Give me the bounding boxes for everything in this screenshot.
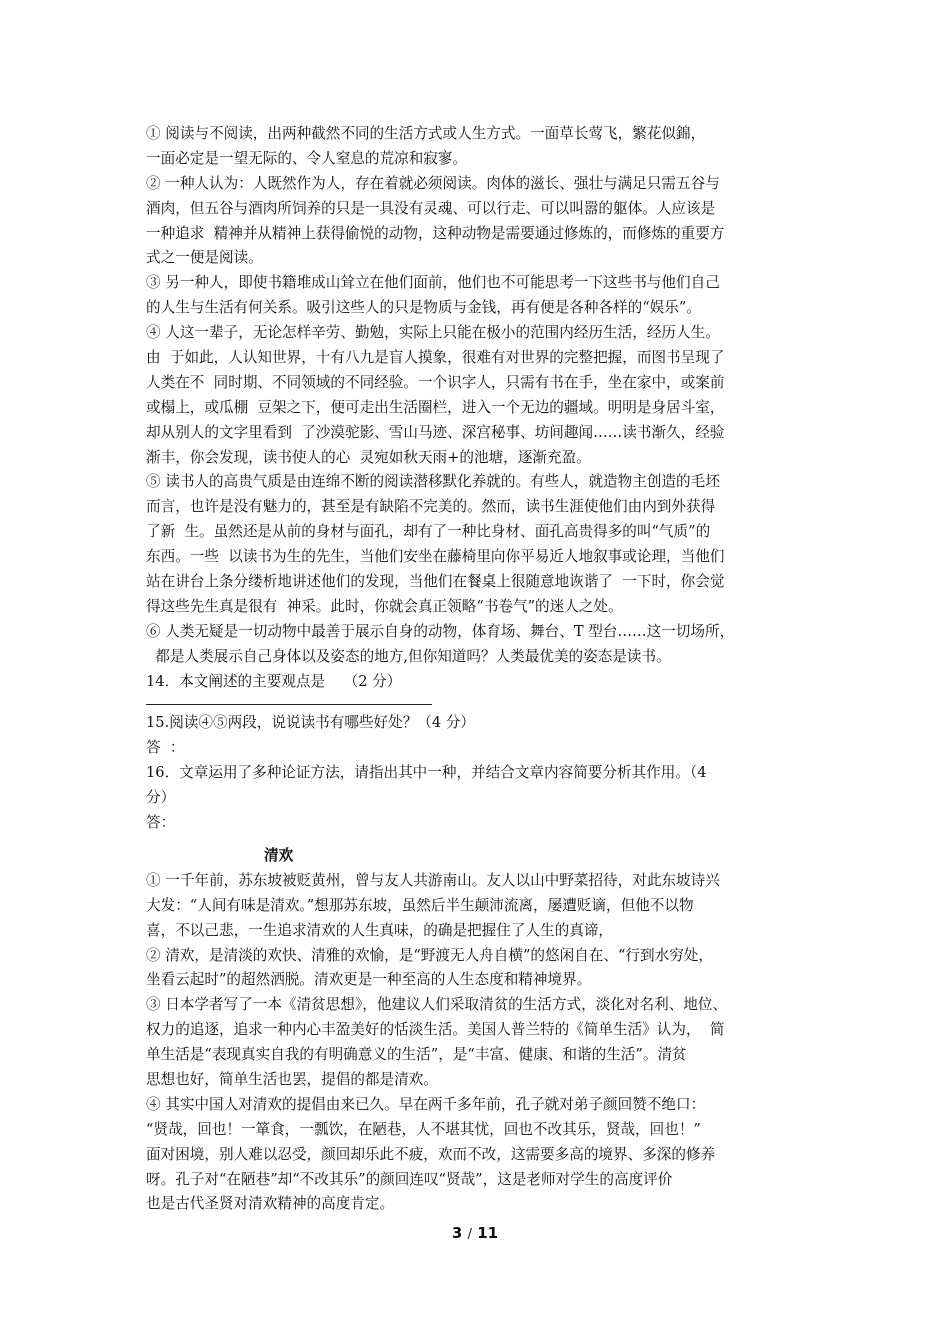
- passage-line: 人类在不 同时期、不同领域的不同经验。一个识字人，只需有书在手，坐在家中，或案前: [146, 373, 725, 391]
- passage-line: 却从别人的文字里看到 了沙漠驼影、雪山马迹、深宫秘事、坊间趣闻……读书渐久，经验: [146, 423, 725, 441]
- passage-line: 喜，不以己悲，一生追求清欢的人生真味，的确是把握住了人生的真谛，: [146, 921, 614, 939]
- passage-line: “贤哉，回也！一箪食，一瓢饮，在陋巷，人不堪其忧，回也不改其乐，贤哉，回也！”: [146, 1120, 701, 1138]
- passage-line: 权力的追逐，追求一种内心丰盈美好的恬淡生活。美国人普兰特的《简单生活》认为， 简: [146, 1021, 725, 1039]
- question-15: 15.阅读④⑤两段，说说读书有哪些好处？（4 分）: [146, 714, 476, 732]
- passage-title: 清欢: [264, 846, 294, 864]
- passage-line: 的人生与生活有何关系。吸引这些人的只是物质与金钱，再有便是各种各样的“娱乐”。: [146, 299, 701, 317]
- passage-line: 渐丰，你会发现，读书使人的心 灵宛如秋天雨+的池塘，逐渐充盈。: [146, 448, 591, 466]
- passage-line: 一面必定是一望无际的、令人窒息的荒凉和寂寥。: [146, 149, 468, 167]
- passage-line: ② 清欢，是清淡的欢快、清雅的欢愉，是“野渡无人舟自横”的悠闲自在、“行到水穷处，: [146, 946, 713, 964]
- page-total: 11: [477, 1224, 499, 1242]
- passage-line: 酒肉，但五谷与酒肉所饲养的只是一具没有灵魂、可以行走、可以叫嚣的躯体。人应该是: [146, 199, 716, 217]
- passage-line: ① 阅读与不阅读，出两种截然不同的生活方式或人生方式。一面草长莺飞，繁花似錦，: [146, 125, 706, 142]
- page-number: [0, 1224, 950, 1242]
- page-separator: /: [467, 1227, 472, 1242]
- passage-line: ② 一种人认为：人既然作为人，存在着就必须阅读。肉体的滋长、强壮与满足只需五谷与: [146, 174, 720, 192]
- passage-line: 也是古代圣贤对清欢精神的高度肯定。: [146, 1195, 395, 1213]
- passage-line: ③ 日本学者写了一本《清贫思想》，他建议人们采取清贫的生活方式，淡化对名利、地位、: [146, 996, 728, 1014]
- passage-line: 由 于如此，人认知世界，十有八九是盲人摸象，很难有对世界的完整把握，而图书呈现了: [146, 349, 725, 367]
- document-page: [146, 122, 814, 1217]
- question-16-cont: 分）: [146, 789, 176, 807]
- passage-line: ④ 其实中国人对清欢的提倡由来已久。早在两千多年前，孔子就对弟子颜回赞不绝口：: [146, 1095, 706, 1113]
- passage-line: 式之一便是阅读。: [146, 249, 263, 267]
- question-15-answer-label: 答 ：: [146, 739, 185, 757]
- passage-line: 得这些先生真是很有 神采。此时，你就会真正领略“书卷气”的迷人之处。: [146, 597, 623, 615]
- question-16-answer-label: 答：: [146, 814, 176, 832]
- passage-line: 面对困境，别人难以忍受，颜回却乐此不疲，欢而不改，这需要多高的境界、多深的修养: [146, 1145, 716, 1163]
- passage-line: 大发：“人间有味是清欢。”想那苏东坡，虽然后半生颠沛流离，屡遭贬谪，但他不以物: [146, 896, 694, 914]
- passage-line: 呀。孔子对“在陋巷”却“不改其乐”的颜回连叹“贤哉”，这是老师对学生的高度评价: [146, 1170, 673, 1188]
- passage-line: ⑥ 人类无疑是一切动物中最善于展示自身的动物，体育场、舞台、T 型台……这一切场所，: [146, 622, 735, 640]
- passage-line: ③ 另一种人，即使书籍堆成山耸立在他们面前，他们也不可能思考一下这些书与他们自己: [146, 274, 720, 292]
- passage-qinghuan: [146, 869, 814, 1217]
- passage-reading: [146, 122, 814, 670]
- answer-blank-line: [146, 704, 432, 705]
- passage-line: 东西。一些 以读书为生的先生，当他们安坐在藤椅里向你平易近人地叙事或论理，当他们: [146, 548, 725, 566]
- passage-line: 而言，也许是没有魅力的，甚至是有缺陷不完美的。然而，读书生涯使他们由内到外获得: [146, 498, 716, 516]
- passage-line: 一种追求 精神并从精神上获得偷悦的动物，这种动物是需要通过修炼的，而修炼的重要方: [146, 224, 725, 242]
- passage-line: ④ 人这一辈子，无论怎样辛劳、勤勉，实际上只能在极小的范围内经历生活，经历人生。: [146, 324, 720, 342]
- passage-line: 或榻上，或瓜棚 豆架之下，便可走出生活圈栏，进入一个无边的疆域。明明是身居斗室，: [146, 398, 725, 416]
- passage-line: 单生活是“表现真实自我的有明确意义的生活”，是“丰富、健康、和谐的生活”。清贫: [146, 1046, 687, 1064]
- passage-line: 站在讲台上条分缕析地讲述他们的发现，当他们在餐桌上很随意地诙谐了 一下时，你会觉: [146, 573, 725, 591]
- passage-line: 思想也好，简单生活也罢，提倡的都是清欢。: [146, 1070, 438, 1088]
- passage-line: 了新 生。虽然还是从前的身材与面孔，却有了一种比身材、面孔高贵得多的叫“气质”的: [146, 523, 711, 541]
- passage-line: 都是人类展示自己身体以及姿态的地方,但你知道吗？人类最优美的姿态是读书。: [146, 647, 671, 665]
- question-16: 16．文章运用了多种论证方法，请指出其中一种，并结合文章内容简要分析其作用。（4: [146, 764, 707, 782]
- question-14: 14．本文阐述的主要观点是 （2 分）: [146, 672, 402, 690]
- page-current: 3: [451, 1224, 463, 1242]
- passage-line: ① 一千年前，苏东坡被贬黄州，曾与友人共游南山。友人以山中野菜招待，对此东坡诗兴: [146, 871, 720, 889]
- passage-line: ⑤ 读书人的高贵气质是由连绵不断的阅读潜移默化养就的。有些人，就造物主创造的毛坯: [146, 473, 720, 491]
- passage-line: 坐看云起时”的超然洒脱。清欢更是一种至高的人生态度和精神境界。: [146, 971, 592, 989]
